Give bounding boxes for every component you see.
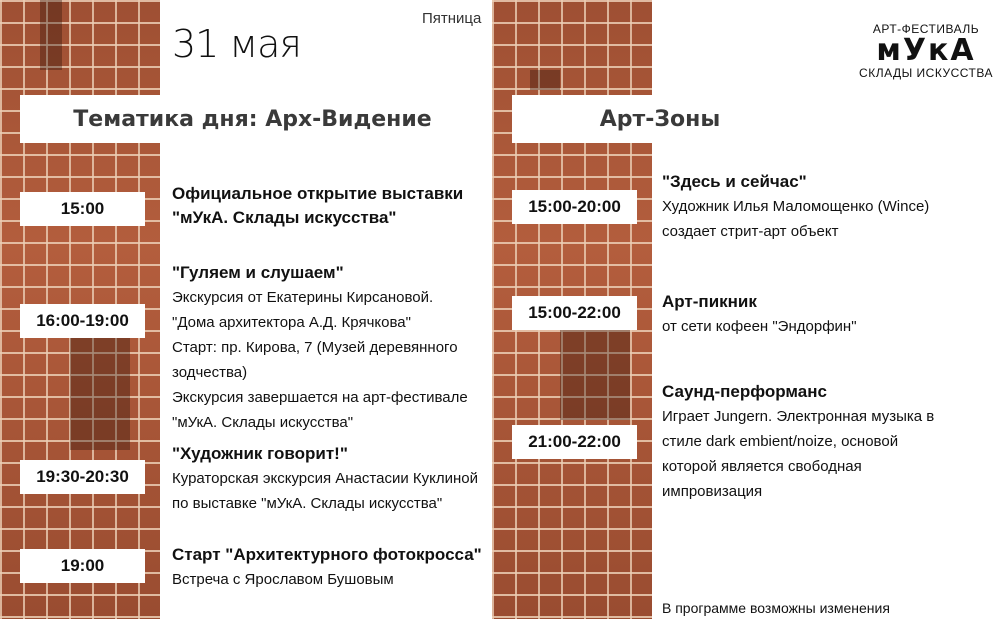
event-title: "Художник говорит!" — [172, 444, 348, 463]
event-time: 16:00-19:00 — [20, 304, 145, 338]
event-title: "Здесь и сейчас" — [662, 172, 807, 191]
event-item — [662, 290, 962, 339]
event-desc-line: "Дома архитектора А.Д. Крячкова" — [172, 314, 411, 331]
event-desc-line: Экскурсия от Екатерины Кирсановой. — [172, 289, 434, 306]
event-item — [172, 182, 482, 230]
festival-logo — [856, 22, 996, 80]
event-desc-line: Экскурсия завершается на арт-фестивале — [172, 389, 468, 406]
event-desc-line: стиле dark embient/noize, основой — [662, 433, 899, 450]
event-time: 21:00-22:00 — [512, 425, 637, 459]
event-title: Официальное открытие выставки "мУкА. Склады искусства" — [172, 184, 464, 227]
event-desc-line: Кураторская экскурсия Анастасии Куклиной — [172, 470, 478, 487]
wall-shadow — [560, 330, 630, 420]
event-title: "Гуляем и слушаем" — [172, 263, 344, 282]
event-item — [662, 380, 962, 504]
event-time: 19:00 — [20, 549, 145, 583]
wall-shadow — [530, 70, 560, 90]
event-desc-line: которой является свободная — [662, 458, 862, 475]
event-title: Старт "Архитектурного фотокросса" — [172, 545, 482, 564]
weekday-label: Пятница — [422, 10, 482, 27]
date-heading: 31 мая — [172, 22, 301, 66]
event-time: 15:00-20:00 — [512, 190, 637, 224]
logo-bottom-text: СКЛАДЫ ИСКУССТВА — [859, 66, 993, 80]
event-desc-line: Играет Jungern. Электронная музыка в — [662, 408, 935, 425]
event-desc-line: зодчества) — [172, 364, 248, 381]
event-desc-line: импровизация — [662, 483, 763, 500]
event-desc-line: Старт: пр. Кирова, 7 (Музей деревянного — [172, 339, 458, 356]
event-desc-line: Художник Илья Маломощенко (Wince) — [662, 198, 930, 215]
footer-note: В программе возможны изменения — [662, 600, 890, 616]
event-desc-line: создает стрит-арт объект — [662, 223, 839, 240]
event-item — [172, 261, 492, 435]
event-item — [172, 442, 492, 516]
event-time: 19:30-20:30 — [20, 460, 145, 494]
event-item — [662, 170, 962, 244]
event-time: 15:00-22:00 — [512, 296, 637, 330]
event-title: Арт-пикник — [662, 292, 757, 311]
event-item — [172, 543, 482, 592]
logo-name: мУкА — [876, 33, 976, 68]
event-desc-line: по выставке "мУкА. Склады искусства" — [172, 495, 443, 512]
wall-shadow — [70, 330, 130, 450]
event-title: Саунд-перформанс — [662, 382, 827, 401]
right-theme-header: Арт-Зоны — [512, 95, 808, 143]
event-time: 15:00 — [20, 192, 145, 226]
event-desc-line: Встреча с Ярославом Бушовым — [172, 571, 394, 588]
logo-top-text: АРТ-ФЕСТИВАЛЬ — [872, 22, 980, 36]
wall-shadow — [40, 0, 62, 70]
left-theme-header: Тематика дня: Арх-Видение — [20, 95, 485, 143]
event-desc-line: от сети кофеен "Эндорфин" — [662, 318, 857, 335]
event-desc-line: "мУкА. Склады искусства" — [172, 414, 354, 431]
